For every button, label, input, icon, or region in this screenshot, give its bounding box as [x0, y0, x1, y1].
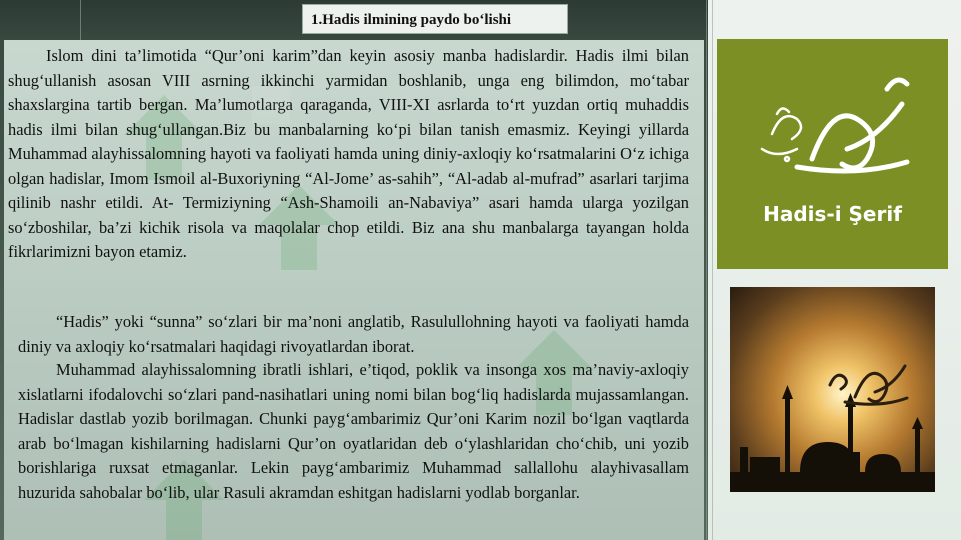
muhammad-calligraphy-icon: [717, 39, 948, 199]
decor-line: [706, 0, 707, 540]
paragraph-3: Muhammad alayhissalomning ibratli ishlari, e’tiqod, poklik va insonga xos ma’naviy-axloqiy xislatlarni ifodalovchi so‘zlari pand-nasihatlari uning nomi bilan bog‘liq hadislarda mujassamlangan. Hadislar dastlab yozib borilmagan. Chunki payg‘ambarimiz Qur’oni Karim nozil bo‘lgan vaqtlarda arab bo‘lmagan kishilarning hadislarni Qur’on oyatlaridan deb o‘ylashlaridan cho‘chib, uni yozib borishlariga ruxsat etmaganlar. Lekin payg‘ambarimiz Muhammad sallallohu alayhivasallam huzurida sahobalar bo‘lib, ular Rasuli akramdan eshitgan hadislarni yodlab borganlar.: [18, 360, 689, 502]
paragraph-1: Islom dini ta’limotida “Qur’oni karim”dan keyin asosiy manba hadislardir. Hadis ilmi bilan shug‘ullanish asosan VIII asrning ikkinchi yarmidan boshlanib, unga eng bilimdon, mo‘tabar shaxslargina tartib bergan. Ma’lumotlarga qaraganda, VIII-XI asrlarda to‘rt yuzdan ortiq muhaddis hadis ilmi bilan shug‘ullangan.Biz bu manbalarning ko‘pi bilan tanish emasmiz. Keyingi yillarda Muhammad alayhissalomning hayoti va faoliyati hamda uning diniy-axloqiy ko‘rsatmalarini O‘z ichiga olgan hadislar, Imom Ismoil al-Buxoriyning “Al-Jome’ as-sahih”, “Al-adab al-mufrad” asarlari tarjima qilinib nashr etildi. At- Termiziyning “Ash-Shamoili an-Nabaviya” asari hamda ularga yozilgan so‘zboshilar, ba’zi kichik risola va maqolalar chop etildi. Biz ana shu manbalarga tayangan holda fikrlarimizni bayon etamiz.: [8, 46, 689, 261]
watermark: ◆: [218, 52, 315, 150]
slide-title: 1.Hadis ilmining paydo bo‘lishi: [302, 4, 568, 34]
decor-line: [712, 0, 713, 540]
mosque-silhouette-icon: [730, 287, 935, 492]
logo-caption: Hadis-i Şerif: [763, 202, 902, 226]
hadis-logo-card: [717, 39, 948, 269]
paragraph-2: “Hadis” yoki “sunna” so‘zlari bir ma’noni anglatib, Rasulullohning hayoti va faoliyati hamda diniy va axloqiy ko‘rsatmalari haqidagi rivoyatlardan iborat.: [18, 312, 689, 356]
mosque-sunset-photo: [730, 287, 935, 492]
